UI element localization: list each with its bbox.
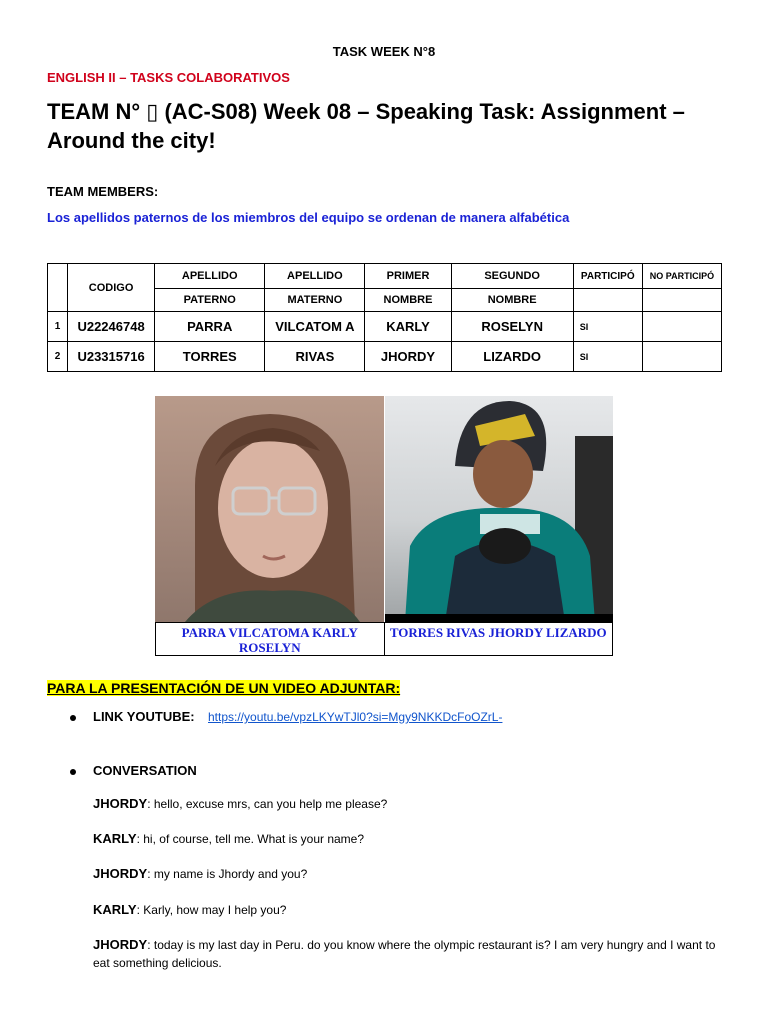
conversation-label: CONVERSATION — [93, 763, 197, 778]
speaker-name: KARLY — [93, 831, 137, 846]
page-title: TEAM N° ▯ (AC-S08) Week 08 – Speaking Task: Assignment – Around the city! — [47, 99, 685, 153]
presentation-heading: PARA LA PRESENTACIÓN DE UN VIDEO ADJUNTAR: — [47, 680, 401, 696]
youtube-label: LINK YOUTUBE: — [93, 709, 195, 724]
header-materno: MATERNO — [265, 289, 365, 312]
dialogue-line — [93, 936, 723, 972]
row-codigo: U22246748 — [68, 312, 155, 342]
row-no-participo — [642, 342, 721, 372]
member-photo-jhordy — [385, 396, 613, 622]
row-materno: RIVAS — [265, 342, 365, 372]
photo-captions — [155, 622, 613, 656]
dialogue-line — [93, 865, 723, 883]
row-paterno: TORRES — [155, 342, 265, 372]
row-segundo: LIZARDO — [451, 342, 573, 372]
row-num: 2 — [48, 342, 68, 372]
row-num: 1 — [48, 312, 68, 342]
header-codigo: CODIGO — [68, 264, 155, 312]
dialogue-text: : Karly, how may I help you? — [136, 903, 287, 917]
row-segundo: ROSELYN — [451, 312, 573, 342]
photo-caption: PARRA VILCATOMA KARLY ROSELYN — [181, 625, 358, 655]
member-photos — [155, 396, 613, 656]
header-no-participo: NO PARTICIPÓ — [642, 264, 721, 289]
dialogue-text: : my name is Jhordy and you? — [147, 867, 308, 881]
portrait-illustration — [385, 396, 613, 622]
row-codigo: U23315716 — [68, 342, 155, 372]
header-paterno: PATERNO — [155, 289, 265, 312]
header-segundo-top: SEGUNDO — [451, 264, 573, 289]
header-apellido-materno-top: APELLIDO — [265, 264, 365, 289]
dialogue-line — [93, 830, 723, 848]
table-header-row — [48, 264, 722, 289]
dialogue-line — [93, 795, 723, 813]
header-participo: PARTICIPÓ — [573, 264, 642, 289]
row-primer: JHORDY — [365, 342, 451, 372]
row-materno: VILCATOM A — [265, 312, 365, 342]
speaker-name: JHORDY — [93, 796, 148, 811]
header-participo-empty — [573, 289, 642, 312]
speaker-name: JHORDY — [93, 937, 148, 952]
member-photo-karly — [155, 396, 384, 622]
youtube-link[interactable]: https://youtu.be/vpzLKYwTJl0?si=Mgy9NKKDcFoOZrL- — [208, 710, 503, 724]
course-subtitle: ENGLISH II – TASKS COLABORATIVOS — [47, 70, 290, 85]
dialogue-text: : today is my last day in Peru. do you know where the olympic restaurant is? I am very hungry and I want to eat something delicious. — [93, 938, 716, 970]
table-row — [48, 342, 722, 372]
row-paterno: PARRA — [155, 312, 265, 342]
document-header: TASK WEEK N°8 — [332, 44, 436, 59]
dialogue-text: : hello, excuse mrs, can you help me please? — [147, 797, 388, 811]
speaker-name: JHORDY — [93, 866, 148, 881]
row-participo: SI — [573, 312, 642, 342]
team-members-table — [47, 263, 722, 372]
header-num-cell — [48, 264, 68, 312]
portrait-illustration — [155, 396, 384, 622]
header-segundo-nombre: NOMBRE — [451, 289, 573, 312]
header-apellido-paterno-top: APELLIDO — [155, 264, 265, 289]
header-no-participo-empty — [642, 289, 721, 312]
bullet-icon — [70, 715, 76, 721]
row-no-participo — [642, 312, 721, 342]
speaker-name: KARLY — [93, 902, 137, 917]
dialogue-line — [93, 901, 723, 919]
team-members-label: TEAM MEMBERS: — [47, 184, 159, 199]
header-primer-top: PRIMER — [365, 264, 451, 289]
header-primer-nombre: NOMBRE — [365, 289, 451, 312]
bullet-icon — [70, 769, 76, 775]
row-primer: KARLY — [365, 312, 451, 342]
table-row — [48, 312, 722, 342]
dialogue-text: : hi, of course, tell me. What is your name? — [136, 832, 365, 846]
photo-caption: TORRES RIVAS JHORDY LIZARDO — [384, 623, 613, 655]
members-note: Los apellidos paternos de los miembros del equipo se ordenan de manera alfabética — [47, 210, 570, 225]
row-participo: SI — [573, 342, 642, 372]
